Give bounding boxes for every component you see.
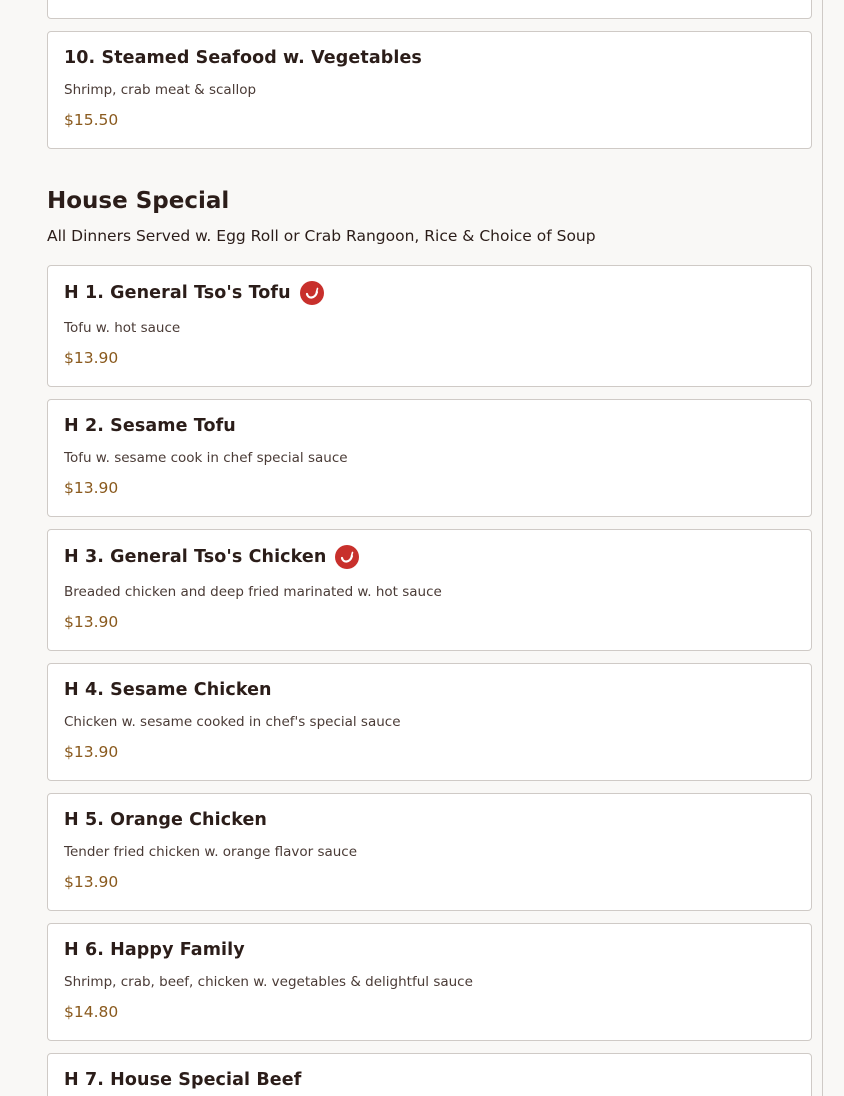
menu-item-card[interactable] (47, 923, 812, 1041)
menu-item-card[interactable] (47, 265, 812, 387)
menu-item-card[interactable] (47, 793, 812, 911)
menu-item-title: H 7. House Special Beef (64, 1070, 302, 1090)
section-title: House Special (47, 188, 230, 214)
menu-item-title: H 2. Sesame Tofu (64, 416, 236, 436)
menu-item-title: H 5. Orange Chicken (64, 810, 267, 830)
menu-item-price: $13.90 (64, 613, 119, 631)
menu-item-price: $13.90 (64, 873, 119, 891)
menu-item-header (64, 416, 236, 436)
section-subtitle: All Dinners Served w. Egg Roll or Crab Rangoon, Rice & Choice of Soup (47, 227, 596, 245)
menu-item-header (64, 1070, 301, 1090)
menu-item-title: 10. Steamed Seafood w. Vegetables (64, 48, 422, 68)
menu-item-description: Breaded chicken and deep fried marinated w. hot sauce (64, 584, 442, 600)
menu-item-header (64, 680, 272, 700)
menu-item-description: Tender fried chicken w. orange flavor sauce (64, 844, 358, 860)
menu-item-price: $13.90 (64, 479, 119, 497)
menu-item-description: Tofu w. hot sauce (64, 320, 181, 336)
menu-item-price: $14.80 (64, 1003, 119, 1021)
menu-item-card[interactable] (47, 31, 812, 149)
menu-item-price: $13.90 (64, 349, 119, 367)
chili-pepper-icon (335, 545, 359, 569)
menu-item-card[interactable] (47, 399, 812, 517)
menu-item-title: H 6. Happy Family (64, 940, 245, 960)
menu-item-price: $13.90 (64, 743, 119, 761)
menu-item-card[interactable] (47, 529, 812, 651)
menu-item-title: H 3. General Tso's Chicken (64, 547, 327, 567)
menu-item-card[interactable] (47, 0, 812, 19)
menu-item-header (64, 281, 324, 305)
menu-item-card[interactable] (47, 1053, 812, 1096)
menu-item-header (64, 48, 422, 68)
menu-item-description: Shrimp, crab, beef, chicken w. vegetables & delightful sauce (64, 974, 473, 990)
menu-item-description: Shrimp, crab meat & scallop (64, 82, 257, 98)
menu-item-title: H 4. Sesame Chicken (64, 680, 272, 700)
chili-pepper-icon (300, 281, 324, 305)
menu-item-card[interactable] (47, 663, 812, 781)
menu-item-title: H 1. General Tso's Tofu (64, 283, 291, 303)
menu-item-header (64, 940, 245, 960)
menu-item-price: $15.50 (64, 111, 119, 129)
menu-item-description: Tofu w. sesame cook in chef special sauce (64, 450, 348, 466)
scroll-divider (822, 0, 823, 1096)
menu-item-description: Chicken w. sesame cooked in chef's special sauce (64, 714, 401, 730)
menu-item-header (64, 810, 267, 830)
menu-item-header (64, 545, 359, 569)
